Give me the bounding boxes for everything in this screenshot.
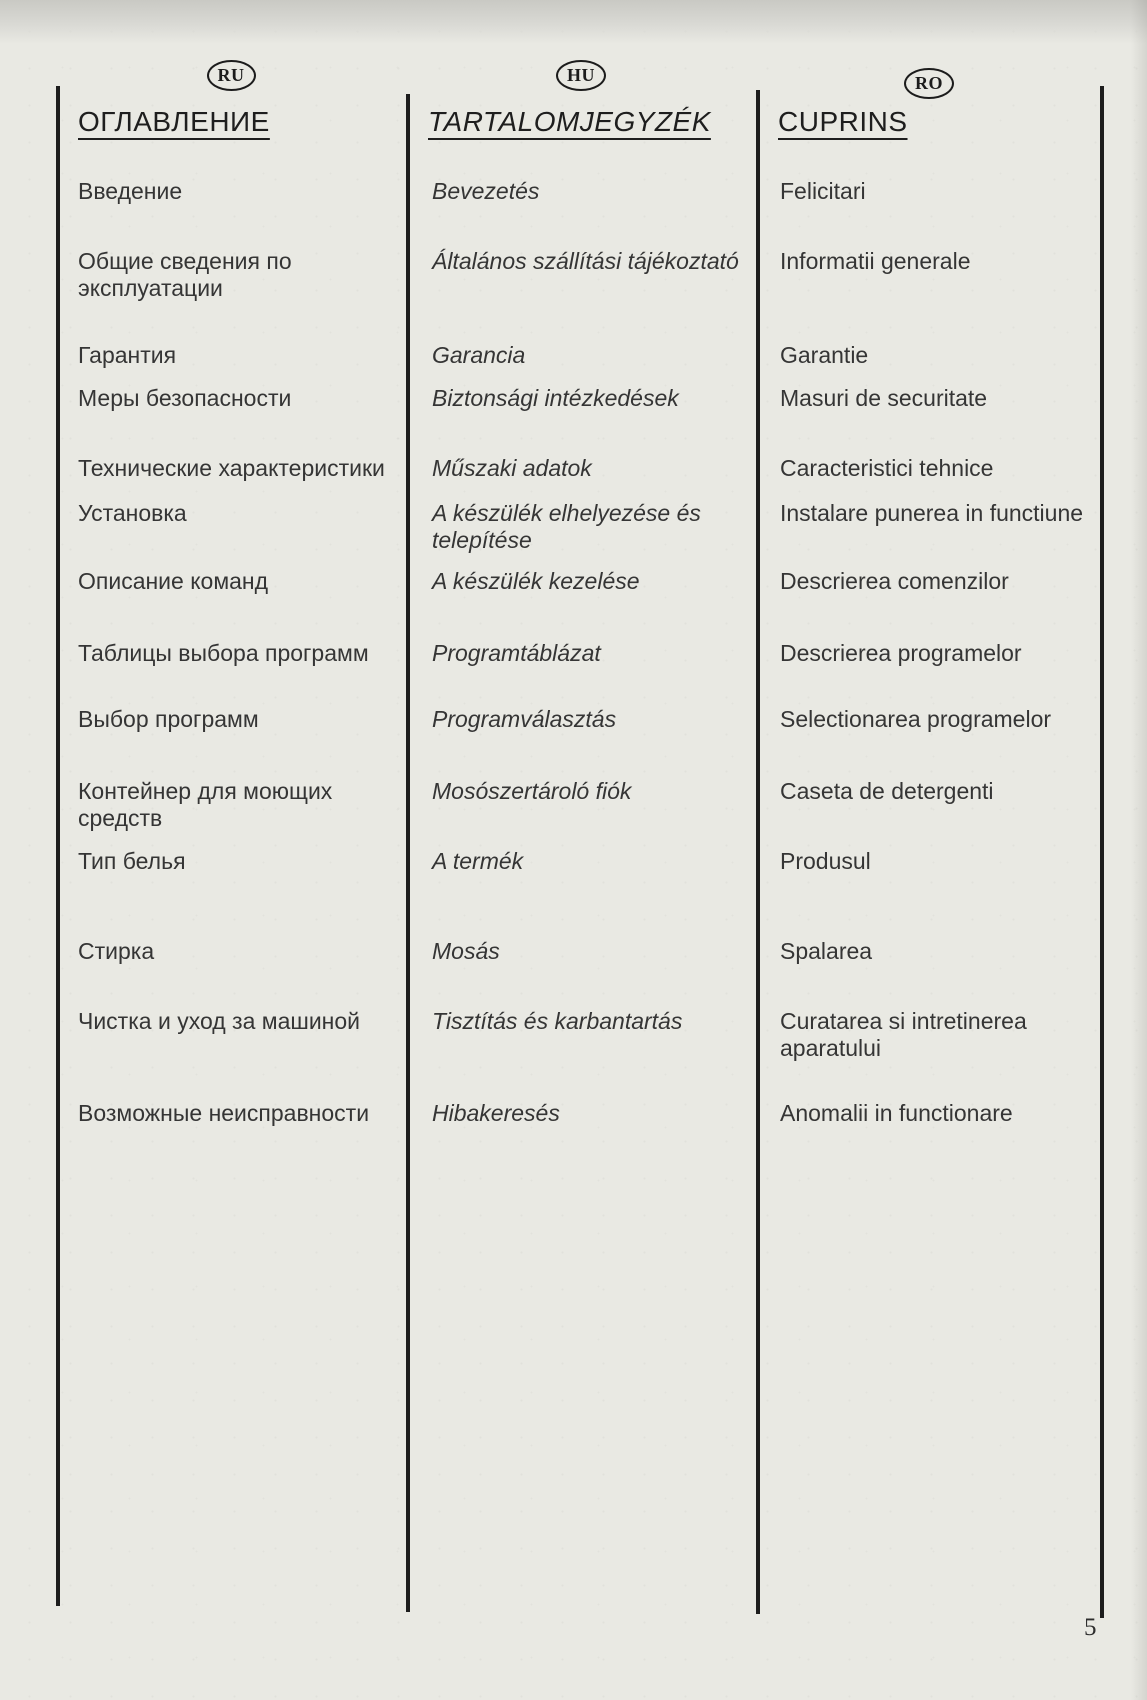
toc-item: Produsul	[780, 848, 871, 874]
toc-item: Garancia	[432, 342, 526, 368]
toc-item: Tisztítás és karbantartás	[432, 1008, 683, 1034]
toc-item: Selectionarea programelor	[780, 706, 1052, 732]
toc-item: Тип белья	[78, 848, 186, 874]
column-rule-right	[1100, 86, 1104, 1618]
toc-item: Felicitari	[780, 178, 866, 204]
toc-title-russian: ОГЛАВЛЕНИЕ	[78, 106, 270, 137]
toc-item: Programtáblázat	[432, 640, 601, 666]
toc-item: A készülék elhelyezése és telepítése	[432, 500, 701, 554]
language-badge-row	[758, 68, 1100, 99]
scan-edge-shadow-right	[1131, 0, 1147, 1700]
language-badge-ru-icon: RU	[207, 60, 256, 91]
page-number: 5	[1084, 1614, 1097, 1641]
toc-item: Curatarea si intretinerea aparatului	[780, 1008, 1027, 1062]
toc-item: Hibakeresés	[432, 1100, 560, 1126]
toc-item: Anomalii in functionare	[780, 1100, 1013, 1126]
toc-item: Стирка	[78, 938, 155, 964]
toc-item: Informatii generale	[780, 248, 971, 274]
toc-item: Гарантия	[78, 342, 177, 368]
toc-item: Műszaki adatok	[432, 455, 592, 481]
toc-item: Технические характеристики	[78, 455, 385, 481]
toc-item: Контейнер для моющих средств	[78, 778, 333, 832]
toc-item: Меры безопасности	[78, 385, 292, 411]
toc-item: Установка	[78, 500, 187, 526]
toc-item: Programválasztás	[432, 706, 617, 732]
toc-item: Descrierea programelor	[780, 640, 1022, 666]
toc-item: Descrierea comenzilor	[780, 568, 1009, 594]
language-badge-hu-icon: HU	[556, 60, 606, 91]
toc-item: A termék	[432, 848, 524, 874]
toc-item: Általános szállítási tájékoztató	[432, 248, 739, 274]
toc-item: Bevezetés	[432, 178, 540, 204]
toc-item: Общие сведения по эксплуатации	[78, 248, 292, 302]
language-badge-row	[58, 60, 404, 91]
toc-item: Garantie	[780, 342, 869, 368]
toc-item: Описание команд	[78, 568, 269, 594]
language-badge-row	[408, 60, 754, 91]
language-badge-ro-icon: RO	[904, 68, 954, 99]
toc-title-romanian: CUPRINS	[778, 106, 908, 137]
toc-column-romanian	[758, 0, 1100, 1700]
toc-item: Чистка и уход за машиной	[78, 1008, 361, 1034]
toc-item: Возможные неисправности	[78, 1100, 370, 1126]
toc-item: Caseta de detergenti	[780, 778, 994, 804]
toc-item: Выбор программ	[78, 706, 259, 732]
toc-item: Таблицы выбора программ	[78, 640, 369, 666]
toc-item: Instalare punerea in functiune	[780, 500, 1084, 526]
toc-item: Mosás	[432, 938, 500, 964]
toc-column-russian	[58, 0, 404, 1700]
toc-title-hungarian: TARTALOMJEGYZÉK	[428, 106, 711, 137]
toc-item: Spalarea	[780, 938, 873, 964]
toc-item: Caracteristici tehnice	[780, 455, 994, 481]
toc-column-hungarian	[408, 0, 754, 1700]
toc-item: Masuri de securitate	[780, 385, 988, 411]
toc-item: Mosószertároló fiók	[432, 778, 632, 804]
toc-item: A készülék kezelése	[432, 568, 640, 594]
toc-item: Biztonsági intézkedések	[432, 385, 679, 411]
toc-item: Введение	[78, 178, 183, 204]
